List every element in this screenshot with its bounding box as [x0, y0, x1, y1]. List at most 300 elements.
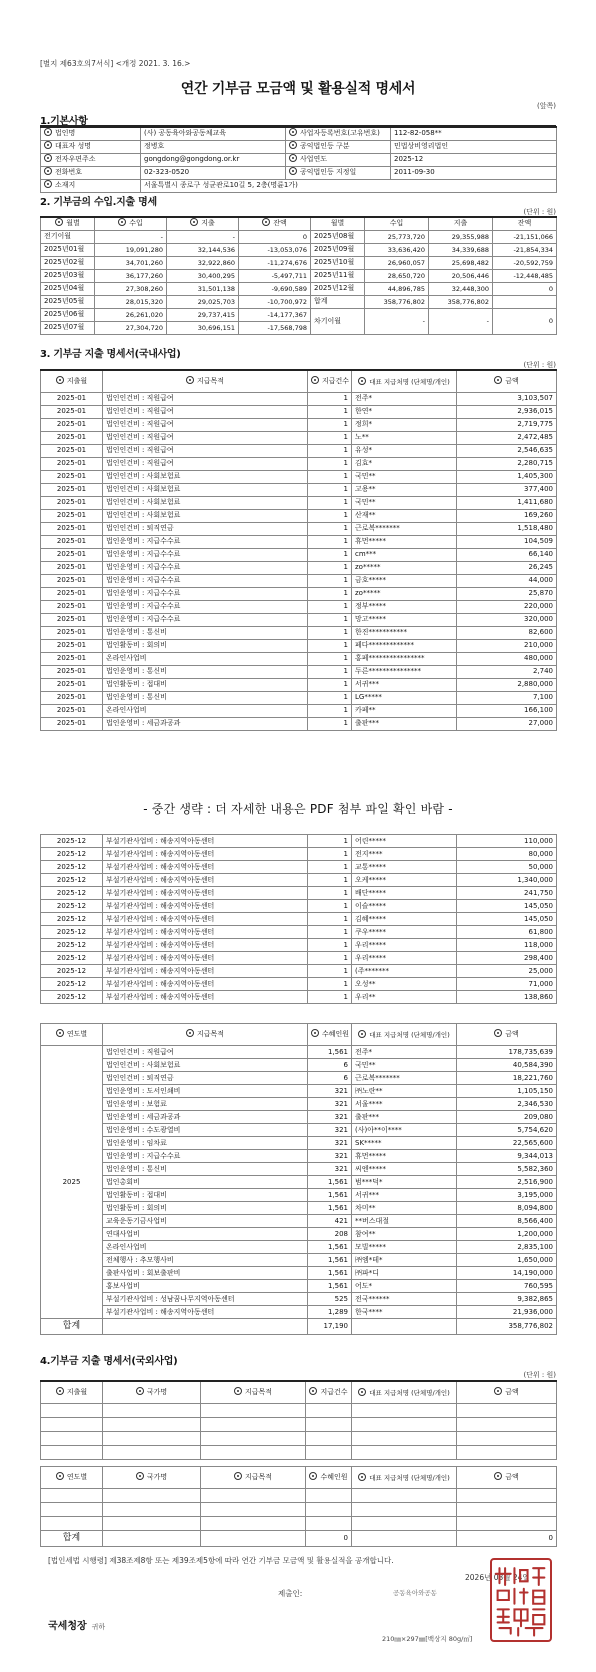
table-cell: 2,719,775 [457, 418, 557, 431]
table-cell: 1,405,300 [457, 470, 557, 483]
table-cell: 전체행사 : 추모행사비 [103, 1254, 308, 1267]
table-cell: 480,000 [457, 652, 557, 665]
table-cell [306, 1403, 352, 1417]
table-cell: 321 [308, 1137, 352, 1150]
table-cell [103, 1417, 201, 1431]
table-cell: 1,561 [308, 1202, 352, 1215]
omitted-notice: - 중간 생략 : 더 자세한 내용은 PDF 첨부 파일 확인 바람 - [143, 802, 453, 816]
bullet-icon [190, 218, 198, 226]
table-cell: 321 [308, 1163, 352, 1176]
table-cell: 1,518,480 [457, 522, 557, 535]
table-cell: 2025-12 [41, 952, 103, 965]
column-header-label: 지급목적 [244, 1473, 273, 1481]
column-header: 월별 [311, 217, 365, 230]
table-cell: 2,346,530 [457, 1098, 557, 1111]
column-header-label: 대표 지급처명 (단체명/개인) [369, 1474, 450, 1482]
table-cell [306, 1417, 352, 1431]
table-cell: 2025-01 [41, 704, 103, 717]
table-cell: 온라인사업비 [103, 1241, 308, 1254]
table-cell: 차미** [352, 1202, 457, 1215]
table-row [41, 548, 557, 561]
overseas-expense-table [40, 1380, 557, 1460]
table-cell: 2025-01 [41, 600, 103, 613]
table-row [41, 535, 557, 548]
table-cell: 법인운영비 : 지급수수료 [103, 535, 308, 548]
empty-row [41, 1517, 557, 1531]
table-cell: -13,053,076 [239, 243, 311, 256]
table-cell: 1 [308, 509, 352, 522]
table-cell: 출판사업비 : 회보출판비 [103, 1267, 308, 1280]
table-row [41, 1293, 557, 1306]
table-cell: 1 [308, 405, 352, 418]
column-header [352, 370, 457, 392]
table-cell [352, 1417, 457, 1431]
table-cell [201, 1417, 306, 1431]
table-cell [457, 1517, 557, 1531]
table-cell: 쿠우***** [352, 926, 457, 939]
column-header [352, 1024, 457, 1046]
bullet-icon [136, 1472, 144, 1480]
paper-spec: 210㎜×297㎜[백상지 80g/㎡] [382, 1635, 473, 1643]
table-cell: 321 [308, 1098, 352, 1111]
column-header [41, 1467, 103, 1489]
table-cell [41, 1517, 103, 1531]
table-cell: 1 [308, 613, 352, 626]
table-cell: 법인운영비 : 지급수수료 [103, 548, 308, 561]
table-cell: 법인운영비 : 지급수수료 [103, 561, 308, 574]
table-cell: 2025-12 [41, 926, 103, 939]
bullet-icon [358, 1030, 366, 1038]
table-row [41, 1267, 557, 1280]
table-cell: 1 [308, 600, 352, 613]
info-label-text: 공익법인등 지정일 [300, 168, 357, 176]
table-cell: 2025년03월 [41, 269, 95, 282]
submit-date: 2026년 03월 24일 [465, 1573, 530, 1582]
table-cell: 1 [308, 678, 352, 691]
table-row [41, 392, 557, 405]
table-row [41, 1150, 557, 1163]
column-header-label: 국가명 [146, 1473, 168, 1481]
table-cell [352, 1503, 457, 1517]
table-row [41, 269, 557, 282]
table-cell: 온라인사업비 [103, 652, 308, 665]
table-row [41, 587, 557, 600]
table-cell: 6 [308, 1072, 352, 1085]
table-cell: 298,400 [457, 952, 557, 965]
table-cell [41, 1503, 103, 1517]
table-cell: 321 [308, 1124, 352, 1137]
table-cell: 34,701,260 [95, 256, 167, 269]
table-cell: 법인활동비 : 접대비 [103, 1189, 308, 1202]
table-cell: 1,561 [308, 1241, 352, 1254]
table-cell: 2025-01 [41, 457, 103, 470]
table-cell: 2,280,715 [457, 457, 557, 470]
info-label-text: 사업자등록번호(고유번호) [300, 129, 380, 138]
table-row [41, 600, 557, 613]
table-row [41, 1072, 557, 1085]
domestic-expense-table-b [40, 834, 557, 1004]
table-cell: 법인인건비 : 직원급여 [103, 418, 308, 431]
table-cell: 부설기관사업비 : 해송지역아동센터 [103, 965, 308, 978]
column-header [352, 1467, 457, 1489]
table-cell: 2025-01 [41, 470, 103, 483]
column-header: 수입 [365, 217, 429, 230]
bullet-icon [44, 128, 52, 136]
overseas-yearly-table [40, 1466, 557, 1547]
table-cell: - [95, 230, 167, 243]
table-cell: 교육운동기금사업비 [103, 1215, 308, 1228]
table-row [41, 887, 557, 900]
table-cell: 30,696,151 [167, 321, 239, 334]
table-cell: 358,776,802 [429, 295, 493, 308]
info-value: gongdong@gongdong.or.kr [141, 153, 286, 166]
table-cell: 1 [308, 835, 352, 848]
table-row [41, 1280, 557, 1293]
table-cell: 1,561 [308, 1189, 352, 1202]
table-row [41, 230, 557, 243]
table-row [41, 1111, 557, 1124]
table-row [41, 639, 557, 652]
table-cell: 법인인건비 : 퇴직연금 [103, 1072, 308, 1085]
table-cell: 법인운영비 : 세금과공과 [103, 1111, 308, 1124]
table-cell: 1 [308, 587, 352, 600]
table-cell [201, 1489, 306, 1503]
info-value: 112-82-058** [391, 127, 557, 140]
table-cell: 2025-12 [41, 991, 103, 1004]
table-cell: 525 [308, 1293, 352, 1306]
table-cell: 어도* [352, 1280, 457, 1293]
total-amount: 358,776,802 [457, 1319, 557, 1335]
column-header [41, 1381, 103, 1403]
table-cell: ㈜파*디 [352, 1267, 457, 1280]
table-cell: 2025-01 [41, 639, 103, 652]
table-cell: 26,261,020 [95, 308, 167, 321]
table-cell: 2025년12월 [311, 282, 365, 295]
column-header-label: 금액 [505, 376, 519, 385]
table-cell: 교통***** [352, 861, 457, 874]
table-cell: 법인활동비 : 접대비 [103, 678, 308, 691]
table-row [41, 1228, 557, 1241]
table-cell: 2025-01 [41, 392, 103, 405]
table-row [41, 1215, 557, 1228]
column-header: 지출 [429, 217, 493, 230]
table-row [41, 978, 557, 991]
table-cell: 2025년02월 [41, 256, 95, 269]
column-header [167, 217, 239, 230]
table-cell: 32,448,300 [429, 282, 493, 295]
table-cell: 차기이월 [311, 308, 365, 334]
info-row [41, 140, 557, 153]
table-cell: SK***** [352, 1137, 457, 1150]
table-cell: 2025-01 [41, 561, 103, 574]
table-cell: 2025년09월 [311, 243, 365, 256]
table-row [41, 965, 557, 978]
section-3-title: 3. 기부금 지출 명세서(국내사업) [40, 349, 181, 360]
table-row [41, 1124, 557, 1137]
info-value: 민법상비영리법인 [391, 140, 557, 153]
column-header-label: 수혜인원 [320, 1473, 348, 1481]
bullet-icon [311, 376, 319, 384]
table-cell: 참여** [352, 1228, 457, 1241]
table-cell: 21,936,000 [457, 1306, 557, 1319]
bullet-icon [309, 1472, 317, 1480]
table-cell: 카페** [352, 704, 457, 717]
info-value: 서울특별시 종로구 성균관로10길 5, 2층(명륜1가) [141, 179, 557, 192]
bullet-icon [289, 141, 297, 149]
empty-row [41, 1445, 557, 1459]
table-cell: 2025-12 [41, 913, 103, 926]
table-cell: 1 [308, 496, 352, 509]
table-cell: 망고***** [352, 613, 457, 626]
column-header [41, 217, 95, 230]
table-cell: 법인운영비 : 통신비 [103, 691, 308, 704]
table-cell: 법인운영비 : 임차료 [103, 1137, 308, 1150]
bullet-icon [311, 1029, 319, 1037]
table-cell: 1 [308, 626, 352, 639]
table-cell: 법인인건비 : 사회보험료 [103, 470, 308, 483]
table-cell: (주******* [352, 965, 457, 978]
table-cell: 페다************* [352, 639, 457, 652]
table-cell [306, 1517, 352, 1531]
table-cell [103, 1319, 308, 1335]
table-cell: 유성* [352, 444, 457, 457]
table-cell: 법인운영비 : 도서인쇄비 [103, 1085, 308, 1098]
table-row [41, 848, 557, 861]
table-cell: 25,000 [457, 965, 557, 978]
table-cell: 1 [308, 418, 352, 431]
page-side-label: (앞쪽) [537, 102, 556, 110]
bullet-icon [186, 1029, 194, 1037]
column-header-label: 지급목적 [244, 1387, 273, 1396]
bullet-icon [289, 167, 297, 175]
table-cell: 법인인건비 : 퇴직연금 [103, 522, 308, 535]
table-cell: 36,177,260 [95, 269, 167, 282]
table-cell: 전주* [352, 392, 457, 405]
table-row [41, 678, 557, 691]
info-label-text: 사업연도 [300, 155, 328, 163]
section-2-title: 2. 기부금의 수입.지출 명세 [40, 197, 157, 208]
column-header-label: 대표 지급처명 (단체명/개인) [369, 1388, 450, 1397]
table-cell: 44,000 [457, 574, 557, 587]
info-label [286, 127, 391, 140]
table-cell: 홍보사업비 [103, 1280, 308, 1293]
bullet-icon [186, 376, 194, 384]
table-cell [306, 1503, 352, 1517]
table-cell: 9,344,013 [457, 1150, 557, 1163]
column-header-label: 금액 [505, 1387, 519, 1396]
table-row [41, 496, 557, 509]
table-cell: 169,260 [457, 509, 557, 522]
table-cell: 1 [308, 522, 352, 535]
column-header-label: 지출 [201, 219, 215, 228]
table-cell: 2,880,000 [457, 678, 557, 691]
table-cell: 166,100 [457, 704, 557, 717]
table-cell: 부설기관사업비 : 해송지역아동센터 [103, 874, 308, 887]
table-cell: 2025년01월 [41, 243, 95, 256]
table-cell: 2025-01 [41, 405, 103, 418]
table-cell: 한국**** [352, 1306, 457, 1319]
table-row [41, 295, 557, 308]
table-cell: 2025-12 [41, 835, 103, 848]
column-header-label: 수혜인원 [322, 1030, 350, 1038]
table-cell: 80,000 [457, 848, 557, 861]
recipient-suffix: 귀하 [91, 1623, 106, 1631]
table-cell [103, 1445, 201, 1459]
table-cell: 1,105,150 [457, 1085, 557, 1098]
table-row [41, 561, 557, 574]
bullet-icon [118, 218, 126, 226]
bullet-icon [44, 141, 52, 149]
bullet-icon [262, 218, 270, 226]
column-header [457, 370, 557, 392]
table-row [41, 1163, 557, 1176]
table-cell: 1,561 [308, 1176, 352, 1189]
unit-label: (단위 : 원) [523, 361, 556, 369]
table-cell: 부설기관사업비 : 해송지역아동센터 [103, 900, 308, 913]
info-label [41, 166, 141, 179]
column-header [308, 1024, 352, 1046]
table-cell: 정희* [352, 418, 457, 431]
column-header-label: 지출월 [66, 1387, 88, 1396]
table-cell: 1 [308, 431, 352, 444]
table-cell [457, 1403, 557, 1417]
empty-row [41, 1417, 557, 1431]
table-cell: 1,561 [308, 1046, 352, 1059]
table-cell [41, 1489, 103, 1503]
table-row [41, 418, 557, 431]
column-header [95, 217, 167, 230]
table-cell: 법인인건비 : 직원급여 [103, 431, 308, 444]
bullet-icon [289, 154, 297, 162]
table-cell [103, 1503, 201, 1517]
table-cell: 두른*************** [352, 665, 457, 678]
table-cell: 2025년05월 [41, 295, 95, 308]
table-cell [201, 1517, 306, 1531]
bullet-icon [494, 1472, 502, 1480]
table-cell: 법인운영비 : 지급수수료 [103, 587, 308, 600]
table-cell: 법인인건비 : 직원급여 [103, 1046, 308, 1059]
table-cell: 320,000 [457, 613, 557, 626]
table-row [41, 1241, 557, 1254]
table-cell: 210,000 [457, 639, 557, 652]
table-cell: 노** [352, 431, 457, 444]
table-cell: 1 [308, 939, 352, 952]
table-cell: 29,355,988 [429, 230, 493, 243]
column-header [457, 1467, 557, 1489]
table-cell: 2,936,015 [457, 405, 557, 418]
table-row [41, 1137, 557, 1150]
table-cell: 휴먼***** [352, 1150, 457, 1163]
table-row [41, 308, 557, 321]
table-cell: 5,582,360 [457, 1163, 557, 1176]
table-cell: 1 [308, 965, 352, 978]
table-cell: 27,308,260 [95, 282, 167, 295]
table-cell: 1 [308, 978, 352, 991]
table-cell: 208 [308, 1228, 352, 1241]
table-row [41, 1046, 557, 1059]
table-cell: 법인운영비 : 지급수수료 [103, 613, 308, 626]
table-cell [41, 1417, 103, 1431]
info-row [41, 153, 557, 166]
column-header-label: 금액 [505, 1030, 519, 1038]
table-cell: 국민** [352, 1059, 457, 1072]
table-cell: 한연* [352, 405, 457, 418]
legal-notice: [법인세법 시행령] 제38조제8항 또는 제39조제5항에 따라 연간 기부금 모금액 및 활용실적을 공개합니다. [48, 1556, 394, 1565]
table-cell [103, 1517, 201, 1531]
info-label-text: 공익법인등 구분 [300, 142, 350, 150]
column-header [306, 1467, 352, 1489]
bullet-icon [289, 128, 297, 136]
table-cell: 1 [308, 470, 352, 483]
table-cell: 32,144,536 [167, 243, 239, 256]
table-cell: 이슬***** [352, 900, 457, 913]
column-header [103, 370, 308, 392]
table-cell: 9,382,865 [457, 1293, 557, 1306]
table-row [41, 574, 557, 587]
table-cell: 26,245 [457, 561, 557, 574]
table-cell: LG***** [352, 691, 457, 704]
table-cell: 104,509 [457, 535, 557, 548]
table-cell: 26,960,057 [365, 256, 429, 269]
table-cell: 1 [308, 574, 352, 587]
table-cell: 오성** [352, 978, 457, 991]
table-cell: 홍페**************** [352, 652, 457, 665]
year-cell: 2025 [41, 1046, 103, 1319]
table-cell: -21,854,334 [493, 243, 557, 256]
table-cell: 금호***** [352, 574, 457, 587]
table-cell: 8,566,400 [457, 1215, 557, 1228]
table-cell: 법인총회비 [103, 1176, 308, 1189]
column-header-label: 지급목적 [196, 1030, 225, 1038]
table-cell [457, 1445, 557, 1459]
table-row [41, 665, 557, 678]
table-row [41, 991, 557, 1004]
info-label [41, 153, 141, 166]
table-cell: 2025-12 [41, 939, 103, 952]
bullet-icon [56, 1029, 64, 1037]
table-cell: 1,561 [308, 1254, 352, 1267]
table-cell: 고용** [352, 483, 457, 496]
table-cell: 20,506,446 [429, 269, 493, 282]
empty-row [41, 1431, 557, 1445]
table-cell: 2025-01 [41, 613, 103, 626]
table-cell: 법인인건비 : 사회보험료 [103, 1059, 308, 1072]
column-header-label: 월별 [66, 219, 80, 228]
table-cell: zo***** [352, 561, 457, 574]
table-cell: 82,600 [457, 626, 557, 639]
table-cell: 2,472,485 [457, 431, 557, 444]
table-cell: 우리***** [352, 939, 457, 952]
table-cell: 한진*********** [352, 626, 457, 639]
table-cell: 321 [308, 1150, 352, 1163]
table-cell: 1,289 [308, 1306, 352, 1319]
table-row [41, 874, 557, 887]
info-row [41, 179, 557, 192]
column-header [201, 1381, 306, 1403]
table-cell [201, 1503, 306, 1517]
recipient-name: 국세청장 [48, 1621, 87, 1632]
bullet-icon [56, 1387, 64, 1395]
table-cell: -17,568,798 [239, 321, 311, 334]
table-cell: 부설기관사업비 : 해송지역아동센터 [103, 835, 308, 848]
table-cell: 전주* [352, 1046, 457, 1059]
column-header-label: 국가명 [146, 1387, 168, 1396]
unit-label: (단위 : 원) [523, 1371, 556, 1379]
table-cell [457, 1417, 557, 1431]
column-header [41, 370, 103, 392]
table-cell: 부설기관사업비 : 해송지역아동센터 [103, 1306, 308, 1319]
table-row [41, 1202, 557, 1215]
